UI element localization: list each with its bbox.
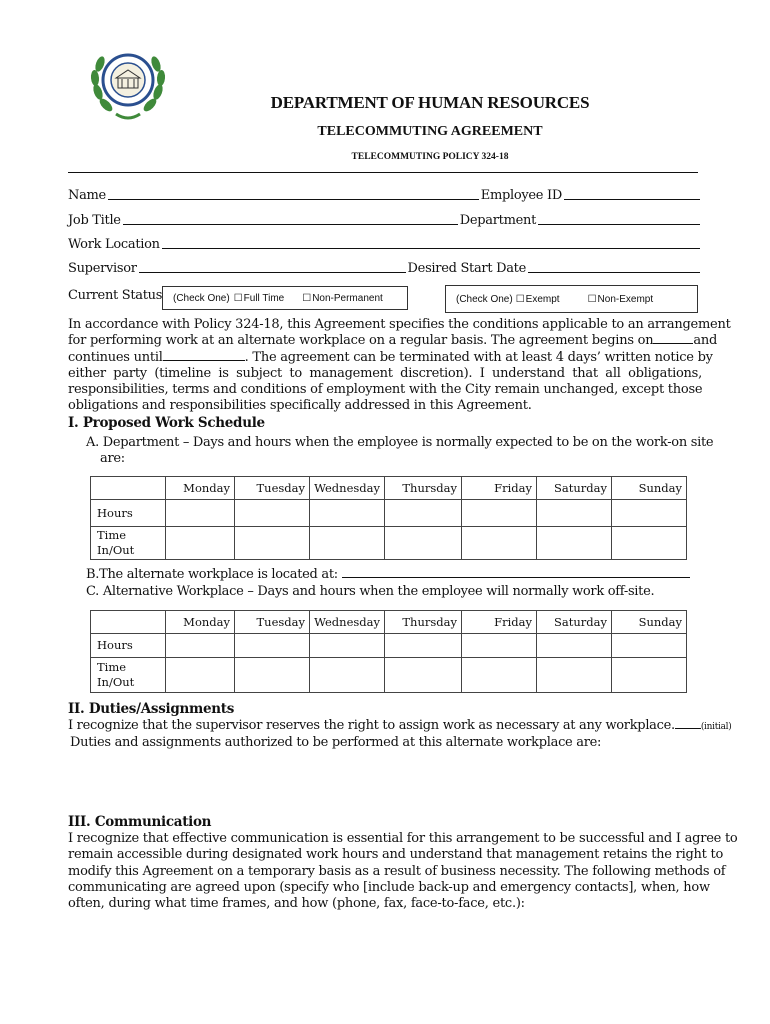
schedule-cell[interactable] bbox=[310, 527, 385, 560]
department-label: Department bbox=[459, 213, 536, 228]
schedule-cell[interactable] bbox=[310, 634, 385, 658]
schedule-cell[interactable] bbox=[612, 527, 687, 560]
schedule-cell[interactable] bbox=[385, 634, 462, 658]
schedule-cell[interactable] bbox=[235, 500, 310, 527]
schedule-cell[interactable] bbox=[537, 658, 612, 693]
schedule-cell[interactable] bbox=[235, 658, 310, 693]
schedule-header-row bbox=[91, 611, 687, 634]
day-header: Thursday bbox=[385, 477, 462, 500]
intro-line-1: In accordance with Policy 324-18, this Agreement specifies the conditions applicable to an arrangement bbox=[68, 317, 731, 332]
section-2-line-1: I recognize that the supervisor reserves the right to assign work as necessary at any workplace. (initial) bbox=[68, 718, 732, 733]
department-field[interactable] bbox=[538, 211, 700, 225]
intro-line-4: either party (timeline is subject to management discretion). I understand that all obligations, bbox=[68, 365, 702, 381]
schedule-cell[interactable] bbox=[166, 658, 235, 693]
schedule-header-row bbox=[91, 477, 687, 500]
day-header: Thursday bbox=[385, 611, 462, 634]
desired-start-date-field[interactable] bbox=[528, 259, 700, 273]
row-job-title-department bbox=[68, 211, 702, 228]
current-status-label: Current Status bbox=[68, 288, 163, 303]
day-header: Friday bbox=[462, 611, 537, 634]
section-1a-line-2: are: bbox=[100, 451, 125, 466]
section-3-heading: III. Communication bbox=[68, 814, 212, 830]
work-location-field[interactable] bbox=[162, 235, 700, 249]
header-divider bbox=[68, 172, 698, 173]
name-label: Name bbox=[68, 188, 106, 203]
schedule-cell[interactable] bbox=[385, 500, 462, 527]
exempt-label: Exempt bbox=[525, 293, 560, 305]
schedule-cell[interactable] bbox=[462, 634, 537, 658]
day-header: Tuesday bbox=[235, 611, 310, 634]
non-permanent-checkbox[interactable]: ☐ bbox=[302, 292, 312, 304]
department-title: DEPARTMENT OF HUMAN RESOURCES bbox=[270, 93, 590, 112]
name-field[interactable] bbox=[108, 186, 479, 200]
communication-line-5: often, during what time frames, and how (phone, fax, face-to-face, etc.): bbox=[68, 896, 525, 912]
non-permanent-label: Non-Permanent bbox=[312, 292, 383, 304]
non-exempt-label: Non-Exempt bbox=[597, 293, 654, 305]
non-exempt-checkbox[interactable]: ☐ bbox=[587, 293, 597, 305]
schedule-cell[interactable] bbox=[385, 527, 462, 560]
day-header: Saturday bbox=[537, 611, 612, 634]
communication-line-1: I recognize that effective communication is essential for this arrangement to be successful and I agree to bbox=[68, 831, 738, 846]
day-header: Saturday bbox=[537, 477, 612, 500]
day-header: Sunday bbox=[612, 611, 687, 634]
intro-line-2: for performing work at an alternate workplace on a regular basis. The agreement begins on and bbox=[68, 333, 718, 349]
day-header: Monday bbox=[166, 477, 235, 500]
schedule-cell[interactable] bbox=[166, 634, 235, 658]
work-location-label: Work Location bbox=[68, 237, 160, 252]
supervisor-field[interactable] bbox=[139, 259, 406, 273]
status-check-one-2: (Check One) bbox=[456, 293, 513, 305]
policy-subtitle: TELECOMMUTING POLICY 324-18 bbox=[351, 152, 509, 162]
employment-status-box bbox=[162, 286, 408, 310]
intro-line-3: continues until . The agreement can be terminated with at least 4 days’ written notice by bbox=[68, 349, 713, 365]
row-label: Hours bbox=[91, 500, 166, 527]
section-1c-line: C. Alternative Workplace – Days and hours when the employee will normally work off-site. bbox=[86, 584, 655, 599]
schedule-cell[interactable] bbox=[385, 658, 462, 693]
exempt-checkbox[interactable]: ☐ bbox=[515, 293, 525, 305]
day-header: Tuesday bbox=[235, 477, 310, 500]
desired-start-date-label: Desired Start Date bbox=[407, 261, 526, 276]
city-seal-logo bbox=[86, 42, 170, 126]
exempt-status-box bbox=[445, 285, 698, 313]
row-work-location bbox=[68, 235, 702, 252]
alternate-workplace-label: B.The alternate workplace is located at: bbox=[86, 567, 338, 582]
schedule-hours-row bbox=[91, 500, 687, 527]
agreement-end-date-field[interactable] bbox=[163, 360, 245, 361]
full-time-checkbox[interactable]: ☐ bbox=[233, 292, 243, 304]
agreement-title: TELECOMMUTING AGREEMENT bbox=[317, 124, 543, 139]
schedule-cell[interactable] bbox=[166, 500, 235, 527]
intro-line-6: obligations and responsibilities specifically addressed in this Agreement. bbox=[68, 398, 532, 414]
schedule-cell[interactable] bbox=[235, 527, 310, 560]
schedule-cell[interactable] bbox=[612, 634, 687, 658]
alternative-schedule-table bbox=[90, 610, 687, 693]
schedule-time-row bbox=[91, 527, 687, 560]
row-name-employee-id bbox=[68, 186, 702, 203]
row-label: Time In/Out bbox=[91, 658, 166, 693]
section-1-heading: I. Proposed Work Schedule bbox=[68, 415, 265, 431]
job-title-label: Job Title bbox=[68, 213, 121, 228]
day-header: Sunday bbox=[612, 477, 687, 500]
schedule-cell[interactable] bbox=[612, 658, 687, 693]
day-header: Wednesday bbox=[310, 611, 385, 634]
schedule-cell[interactable] bbox=[235, 634, 310, 658]
row-label: Hours bbox=[91, 634, 166, 658]
section-2-heading: II. Duties/Assignments bbox=[68, 701, 235, 717]
communication-line-3: modify this Agreement on a temporary basis as a result of business necessity. The following methods of bbox=[68, 863, 726, 879]
schedule-cell[interactable] bbox=[462, 658, 537, 693]
intro-paragraph bbox=[68, 317, 731, 415]
schedule-cell[interactable] bbox=[537, 500, 612, 527]
schedule-cell[interactable] bbox=[462, 527, 537, 560]
schedule-cell[interactable] bbox=[310, 658, 385, 693]
day-header: Friday bbox=[462, 477, 537, 500]
status-check-one-1: (Check One) bbox=[173, 292, 230, 304]
communication-line-2: remain accessible during designated work hours and understand that management retains the right to bbox=[68, 847, 724, 863]
initial-field[interactable] bbox=[675, 728, 701, 729]
day-header: Wednesday bbox=[310, 477, 385, 500]
schedule-cell[interactable] bbox=[537, 634, 612, 658]
initial-label: (initial) bbox=[700, 722, 732, 732]
day-header: Monday bbox=[166, 611, 235, 634]
communication-line-4: communicating are agreed upon (specify who [include back-up and emergency contacts], when, how bbox=[68, 879, 710, 895]
full-time-label: Full Time bbox=[243, 292, 285, 304]
agreement-begin-date-field[interactable] bbox=[653, 343, 693, 344]
schedule-cell[interactable] bbox=[310, 500, 385, 527]
schedule-cell[interactable] bbox=[462, 500, 537, 527]
schedule-hours-row bbox=[91, 634, 687, 658]
schedule-cell[interactable] bbox=[166, 527, 235, 560]
employee-id-field[interactable] bbox=[564, 186, 700, 200]
row-supervisor-start-date bbox=[68, 259, 702, 276]
schedule-cell[interactable] bbox=[612, 500, 687, 527]
department-schedule-table bbox=[90, 476, 687, 560]
schedule-time-row bbox=[91, 658, 687, 693]
row-label: Time In/Out bbox=[91, 527, 166, 560]
alternate-workplace-field[interactable] bbox=[342, 577, 690, 578]
section-2-line-2: Duties and assignments authorized to be performed at this alternate workplace are: bbox=[70, 735, 602, 750]
job-title-field[interactable] bbox=[123, 211, 458, 225]
intro-line-5: responsibilities, terms and conditions of employment with the City remain unchanged, except those bbox=[68, 382, 703, 398]
section-1b-line bbox=[86, 567, 690, 582]
section-1a-line-1: A. Department – Days and hours when the employee is normally expected to be on the work-on site bbox=[86, 435, 714, 450]
supervisor-label: Supervisor bbox=[68, 261, 137, 276]
communication-paragraph bbox=[68, 831, 738, 912]
schedule-cell[interactable] bbox=[537, 527, 612, 560]
employee-id-label: Employee ID bbox=[480, 188, 562, 203]
